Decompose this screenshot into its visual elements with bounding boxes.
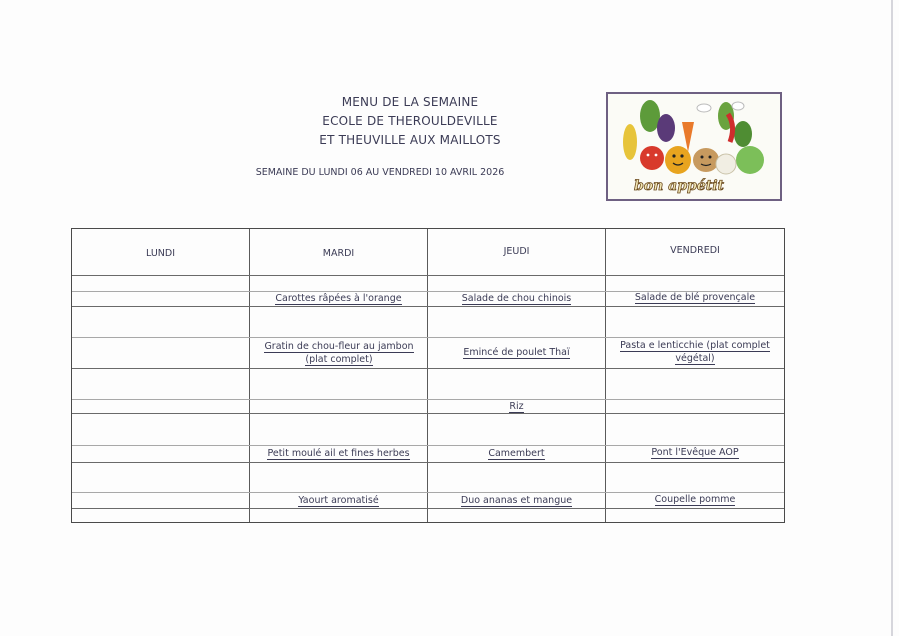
row-divider <box>72 306 784 307</box>
week-dates: SEMAINE DU LUNDI 06 AU VENDREDI 10 AVRIL 2026 <box>255 167 505 178</box>
row-divider <box>72 413 784 414</box>
bon-appetit-logo <box>606 92 782 201</box>
cell-mardi-dessert: Yaourt aromatisé <box>298 495 379 506</box>
cell-vendredi-entree: Salade de blé provençale <box>634 292 756 303</box>
menu-title: MENU DE LA SEMAINE <box>341 95 479 109</box>
header-jeudi: JEUDI <box>503 246 530 257</box>
row-divider <box>72 508 784 509</box>
vegetables-illustration-icon <box>608 94 780 199</box>
column-divider <box>249 229 250 522</box>
column-divider <box>427 229 428 522</box>
row-divider <box>72 368 784 369</box>
cell-jeudi-plat: Emincé de poulet Thaï <box>463 347 570 358</box>
cell-mardi-fromage: Petit moulé ail et fines herbes <box>267 448 410 459</box>
cell-jeudi-accompagnement: Riz <box>509 401 524 412</box>
row-divider <box>72 462 784 463</box>
cell-vendredi-dessert: Coupelle pomme <box>654 494 736 505</box>
column-divider <box>605 229 606 522</box>
school-name-line-2: ET THEUVILLE AUX MAILLOTS <box>319 133 501 147</box>
school-name-line-1: ECOLE DE THEROULDEVILLE <box>322 114 498 128</box>
cell-jeudi-entree: Salade de chou chinois <box>461 293 572 304</box>
cell-vendredi-fromage: Pont l'Evêque AOP <box>651 447 739 458</box>
cell-mardi-entree: Carottes râpées à l'orange <box>275 293 402 304</box>
logo-caption: bon appétit <box>634 178 724 194</box>
row-divider <box>72 337 784 338</box>
header-vendredi: VENDREDI <box>670 245 720 256</box>
cell-mardi-plat: Gratin de chou-fleur au jambon (plat complet) <box>264 341 414 365</box>
cell-jeudi-dessert: Duo ananas et mangue <box>460 495 573 506</box>
page-edge <box>891 0 893 636</box>
cell-jeudi-fromage: Camembert <box>488 448 545 459</box>
menu-table <box>71 228 785 523</box>
header-mardi: MARDI <box>322 248 355 259</box>
row-divider <box>72 275 784 276</box>
cell-vendredi-plat: Pasta e lenticchie (plat complet végétal) <box>620 340 770 364</box>
header-lundi: LUNDI <box>146 248 175 259</box>
